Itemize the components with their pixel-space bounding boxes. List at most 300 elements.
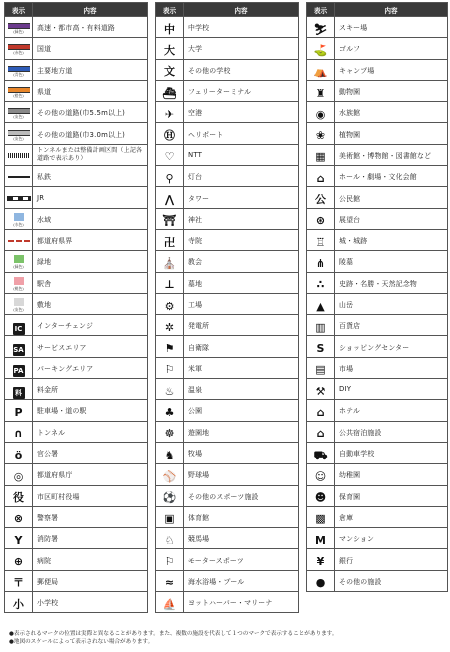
legend-row (156, 80, 299, 101)
legend-symbol (307, 208, 335, 229)
map-symbol-icon: ⛵ (162, 597, 177, 611)
legend-label: トンネル (33, 421, 148, 442)
map-symbol-icon: ∴ (316, 278, 325, 292)
legend-symbol (5, 442, 33, 463)
map-symbol-icon: 小 (13, 597, 24, 611)
legend-label: 神社 (184, 208, 299, 229)
legend-label: その他の施設 (335, 570, 448, 591)
legend-label: 消防署 (33, 528, 148, 549)
legend-label: 植物園 (335, 123, 448, 144)
map-symbol-icon: ● (315, 576, 326, 590)
legend-row (5, 357, 148, 378)
map-symbol-icon: ▣ (164, 512, 175, 526)
legend-symbol (307, 379, 335, 400)
legend-symbol (307, 400, 335, 421)
legend-label: 国道 (33, 38, 148, 59)
map-symbol-icon: ⋔ (315, 256, 326, 270)
legend-symbol (156, 464, 184, 485)
legend-row (156, 336, 299, 357)
map-symbol-icon: ♡ (164, 150, 175, 164)
map-symbol-icon: 公 (315, 193, 326, 207)
legend-symbol (5, 528, 33, 549)
legend-row (156, 166, 299, 187)
legend-row (5, 336, 148, 357)
legend-label: 城・城跡 (335, 229, 448, 250)
legend-row (156, 357, 299, 378)
legend-row (307, 187, 448, 208)
legend-label: DIY (335, 379, 448, 400)
legend-symbol (156, 357, 184, 378)
symbol-color-note: (灰色) (13, 114, 24, 120)
legend-row (5, 208, 148, 229)
legend-symbol (307, 421, 335, 442)
map-symbol-icon: ♨ (164, 384, 175, 398)
jr-railway-icon (7, 196, 31, 201)
map-symbol-icon: ∩ (14, 427, 23, 441)
legend-label: 自衛隊 (184, 336, 299, 357)
legend-label: ゴルフ (335, 38, 448, 59)
map-symbol-icon: ▲ (316, 299, 325, 313)
legend-symbol (307, 38, 335, 59)
legend-row (307, 315, 448, 336)
legend-symbol (156, 187, 184, 208)
map-symbol-icon: ⚽ (162, 491, 177, 505)
map-symbol-icon: ⚐ (164, 555, 175, 569)
legend-row (156, 528, 299, 549)
legend-row (156, 293, 299, 314)
legend-label: 倉庫 (335, 506, 448, 527)
legend-label: 敷地 (33, 293, 148, 314)
legend-symbol (156, 570, 184, 591)
legend-label: 保育園 (335, 485, 448, 506)
map-symbol-icon: ⛪ (162, 256, 177, 270)
legend-row (156, 485, 299, 506)
legend-row (156, 208, 299, 229)
legend-row (156, 315, 299, 336)
map-symbol-icon: ⋀ (164, 193, 175, 207)
legend-symbol (5, 400, 33, 421)
legend-symbol (5, 293, 33, 314)
legend-label: 県道 (33, 80, 148, 101)
map-symbol-icon: ⚐ (164, 363, 175, 377)
legend-row (307, 379, 448, 400)
legend-symbol (307, 229, 335, 250)
legend-row (5, 229, 148, 250)
legend-row (5, 315, 148, 336)
legend-symbol (307, 251, 335, 272)
legend-symbol (5, 336, 33, 357)
legend-row (156, 272, 299, 293)
legend-label: ホテル (335, 400, 448, 421)
legend-label: 競馬場 (184, 528, 299, 549)
legend-row (156, 506, 299, 527)
map-symbol-icon: ▤ (315, 363, 326, 377)
private-railway-icon (8, 176, 30, 178)
map-symbol-icon: ⛷ (313, 22, 328, 36)
legend-symbol (5, 570, 33, 591)
legend-symbol (156, 123, 184, 144)
legend-row (5, 592, 148, 613)
legend-label: トンネルまたは整備計画区間（上記各道路で表示あり） (33, 144, 148, 165)
legend-row (307, 144, 448, 165)
legend-row (156, 592, 299, 613)
legend-row (5, 187, 148, 208)
map-symbol-icon: ☸ (164, 427, 175, 441)
legend-label: 海水浴場・プール (184, 570, 299, 591)
legend-symbol (5, 506, 33, 527)
legend-symbol (307, 102, 335, 123)
legend-row (5, 506, 148, 527)
legend-row (5, 528, 148, 549)
map-symbol-icon: ◎ (13, 469, 24, 483)
area-swatch-icon (8, 298, 30, 312)
legend-label: フェリーターミナル (184, 80, 299, 101)
legend-symbol (307, 123, 335, 144)
legend-row (307, 357, 448, 378)
legend-row (307, 400, 448, 421)
legend-row (307, 229, 448, 250)
legend-label: 都道府県庁 (33, 464, 148, 485)
map-symbol-icon: 中 (164, 22, 175, 36)
legend-label: 水族館 (335, 102, 448, 123)
legend-label: インターチェンジ (33, 315, 148, 336)
legend-label: 都道府県界 (33, 229, 148, 250)
legend-table-2 (155, 2, 299, 613)
legend-row (5, 80, 148, 101)
legend-symbol (5, 592, 33, 613)
legend-symbol (156, 528, 184, 549)
legend-table-1 (4, 2, 148, 613)
legend-symbol (307, 272, 335, 293)
map-symbol-icon: ⛩ (162, 214, 177, 228)
map-symbol-icon: 役 (13, 491, 24, 505)
map-symbol-icon: ⛴ (162, 86, 177, 100)
legend-row (307, 38, 448, 59)
legend-symbol (5, 251, 33, 272)
legend-symbol (5, 166, 33, 187)
legend-label: 陵墓 (335, 251, 448, 272)
legend-row (5, 464, 148, 485)
legend-label: 山岳 (335, 293, 448, 314)
map-symbol-icon: ⚙ (164, 299, 175, 313)
legend-row (156, 570, 299, 591)
legend-row (307, 336, 448, 357)
map-symbol-icon: ⛺ (313, 65, 328, 79)
map-symbol-icon: 〒 (13, 576, 24, 590)
legend-row (156, 59, 299, 80)
legend-symbol (307, 485, 335, 506)
legend-symbol (5, 59, 33, 80)
legend-row (307, 102, 448, 123)
legend-symbol (156, 208, 184, 229)
legend-label: 遊園地 (184, 421, 299, 442)
legend-label: タワー (184, 187, 299, 208)
legend-symbol (307, 549, 335, 570)
legend-label: 自動車学校 (335, 442, 448, 463)
legend-symbol (307, 442, 335, 463)
header-symbol: 表示 (156, 3, 184, 17)
legend-label: 郵便局 (33, 570, 148, 591)
map-symbol-icon: S (316, 342, 325, 356)
map-symbol-icon: ⊥ (164, 278, 175, 292)
legend-row (156, 187, 299, 208)
map-symbol-icon: 料 (13, 387, 25, 399)
tunnel-line-icon (8, 153, 30, 158)
legend-symbol (156, 251, 184, 272)
legend-symbol (156, 38, 184, 59)
map-symbol-icon: ☺ (314, 469, 327, 483)
legend-row (307, 123, 448, 144)
legend-symbol (307, 187, 335, 208)
legend-row (5, 570, 148, 591)
legend-symbol (307, 80, 335, 101)
symbol-color-note: (橙色) (13, 93, 24, 99)
legend-symbol (307, 570, 335, 591)
legend-symbol (5, 421, 33, 442)
map-symbol-icon: P (14, 405, 23, 419)
map-symbol-icon: ö (14, 448, 23, 462)
legend-symbol (156, 549, 184, 570)
map-symbol-icon: SA (13, 346, 24, 355)
legend-row (307, 251, 448, 272)
legend-symbol (156, 229, 184, 250)
legend-symbol (5, 549, 33, 570)
legend-label: 料金所 (33, 379, 148, 400)
legend-symbol (307, 293, 335, 314)
legend-row (307, 272, 448, 293)
legend-row (307, 80, 448, 101)
legend-symbol (307, 357, 335, 378)
legend-row (156, 17, 299, 38)
legend-row (5, 123, 148, 144)
legend-label: 動物園 (335, 80, 448, 101)
area-swatch-icon (8, 277, 30, 291)
legend-row (156, 102, 299, 123)
legend-symbol (5, 144, 33, 165)
map-symbol-icon: ♘ (164, 533, 175, 547)
legend-row (5, 251, 148, 272)
legend-row (307, 506, 448, 527)
legend-label: 体育館 (184, 506, 299, 527)
legend-label: 大学 (184, 38, 299, 59)
legend-symbol (5, 123, 33, 144)
map-symbol-icon: PA (13, 367, 24, 376)
symbol-color-note: (緑色) (13, 264, 24, 270)
legend-symbol (156, 17, 184, 38)
legend-label: 寺院 (184, 229, 299, 250)
legend-label: 幼稚園 (335, 464, 448, 485)
legend-row (156, 123, 299, 144)
header-content: 内容 (33, 3, 148, 17)
legend-symbol (5, 379, 33, 400)
legend-label: 銀行 (335, 549, 448, 570)
legend-label: 野球場 (184, 464, 299, 485)
legend-label: 工場 (184, 293, 299, 314)
legend-symbol (5, 17, 33, 38)
legend-label: 駐車場・道の駅 (33, 400, 148, 421)
header-symbol: 表示 (5, 3, 33, 17)
legend-symbol (156, 272, 184, 293)
road-line-icon (8, 64, 30, 78)
legend-row (307, 442, 448, 463)
legend-symbol (5, 229, 33, 250)
road-line-icon (8, 106, 30, 120)
legend-label: 公民館 (335, 187, 448, 208)
legend-label: 中学校 (184, 17, 299, 38)
map-symbol-icon: ⚾ (162, 469, 177, 483)
map-symbol-icon: ✲ (164, 320, 175, 334)
map-symbol-icon: ⌂ (316, 405, 325, 419)
map-symbol-icon: ♣ (164, 405, 175, 419)
legend-symbol (156, 336, 184, 357)
map-symbol-icon: Ⓗ (164, 129, 175, 143)
map-symbol-icon: ⚲ (165, 171, 174, 185)
legend-row (5, 293, 148, 314)
legend-symbol (156, 421, 184, 442)
legend-row (5, 421, 148, 442)
legend-symbol (307, 144, 335, 165)
road-line-icon (8, 42, 30, 56)
map-symbol-icon: 卍 (164, 235, 175, 249)
map-symbol-icon: ❀ (315, 129, 326, 143)
map-symbol-icon: ⚒ (315, 384, 326, 398)
legend-label: ヨットハーバー・マリーナ (184, 592, 299, 613)
legend-row (307, 293, 448, 314)
legend-symbol (5, 464, 33, 485)
legend-label: ホール・劇場・文化会館 (335, 166, 448, 187)
area-swatch-icon (8, 255, 30, 269)
symbol-color-note: (緑色) (13, 29, 24, 35)
legend-row (156, 379, 299, 400)
legend-symbol (5, 208, 33, 229)
legend-label: 美術館・博物館・図書館など (335, 144, 448, 165)
legend-label: 発電所 (184, 315, 299, 336)
map-symbol-icon: ⛟ (313, 448, 328, 462)
legend-symbol (156, 166, 184, 187)
legend-label: 市場 (335, 357, 448, 378)
area-swatch-icon (8, 213, 30, 227)
legend-row (307, 528, 448, 549)
legend-symbol (307, 528, 335, 549)
footnote: ●表示されるマークの位置は実際と異なることがあります。また、複数の施設を代表して１つのマークで表示することがあります。 (9, 631, 338, 637)
map-symbol-icon: ✈ (164, 107, 175, 121)
legend-symbol (5, 272, 33, 293)
legend-label: モータースポーツ (184, 549, 299, 570)
map-symbol-icon: ♞ (164, 448, 175, 462)
legend-symbol (307, 336, 335, 357)
legend-label: キャンプ場 (335, 59, 448, 80)
legend-table-3 (306, 2, 448, 592)
map-symbol-icon: M (315, 533, 326, 547)
legend-symbol (156, 315, 184, 336)
legend-row (5, 272, 148, 293)
road-line-icon (8, 128, 30, 142)
legend-label: 私鉄 (33, 166, 148, 187)
legend-symbol (156, 592, 184, 613)
legend-row (156, 229, 299, 250)
map-symbol-icon: ⛳ (313, 43, 328, 57)
symbol-color-note: (桃色) (13, 285, 24, 291)
legend-label: その他のスポーツ施設 (184, 485, 299, 506)
legend-label: 空港 (184, 102, 299, 123)
legend-label: 市区町村役場 (33, 485, 148, 506)
legend-symbol (156, 144, 184, 165)
legend-row (156, 549, 299, 570)
legend-label: 米軍 (184, 357, 299, 378)
legend-label: その他の道路(巾3.0m以上) (33, 123, 148, 144)
map-symbol-icon: Y (14, 533, 23, 547)
legend-label: 墓地 (184, 272, 299, 293)
legend-symbol (156, 293, 184, 314)
legend-row (307, 421, 448, 442)
map-symbol-icon: ⌂ (316, 171, 325, 185)
legend-symbol (5, 187, 33, 208)
map-symbol-icon: ¥ (316, 555, 325, 569)
legend-label: マンション (335, 528, 448, 549)
legend-row (156, 144, 299, 165)
map-symbol-icon: ⊕ (13, 555, 24, 569)
legend-row (5, 59, 148, 80)
legend-symbol (307, 506, 335, 527)
legend-label: 展望台 (335, 208, 448, 229)
legend-row (5, 485, 148, 506)
legend-symbol (156, 379, 184, 400)
legend-label: NTT (184, 144, 299, 165)
footnotes (9, 630, 445, 646)
legend-symbol (156, 485, 184, 506)
legend-symbol (5, 357, 33, 378)
legend-label: サービスエリア (33, 336, 148, 357)
symbol-color-note: (水色) (13, 221, 24, 227)
legend-label: 小学校 (33, 592, 148, 613)
legend-row (307, 570, 448, 591)
legend-label: 百貨店 (335, 315, 448, 336)
legend-symbol (307, 59, 335, 80)
legend-row (307, 549, 448, 570)
legend-symbol (307, 166, 335, 187)
prefecture-border-icon (8, 240, 30, 242)
header-content: 内容 (184, 3, 299, 17)
map-symbol-icon: ▦ (315, 150, 326, 164)
header-symbol: 表示 (307, 3, 335, 17)
legend-row (307, 208, 448, 229)
legend-row (5, 400, 148, 421)
legend-row (5, 17, 148, 38)
legend-row (156, 442, 299, 463)
legend-symbol (156, 59, 184, 80)
legend-symbol (5, 38, 33, 59)
legend-label: ヘリポート (184, 123, 299, 144)
legend-label: 温泉 (184, 379, 299, 400)
map-symbol-icon: 大 (164, 43, 175, 57)
legend-symbol (5, 102, 33, 123)
legend-row (156, 251, 299, 272)
legend-symbol (5, 80, 33, 101)
map-symbol-icon: ⌂ (316, 427, 325, 441)
legend-row (156, 38, 299, 59)
legend-label: 牧場 (184, 442, 299, 463)
legend-row (5, 38, 148, 59)
map-symbol-icon: ▥ (315, 320, 326, 334)
legend-label: 史跡・名勝・天然記念物 (335, 272, 448, 293)
legend-row (156, 400, 299, 421)
legend-row (5, 549, 148, 570)
legend-symbol (156, 506, 184, 527)
map-symbol-icon: ♜ (315, 86, 326, 100)
legend-label: 高速・都市高・有料道路 (33, 17, 148, 38)
map-symbol-icon: ◉ (315, 107, 326, 121)
legend-label: 水域 (33, 208, 148, 229)
